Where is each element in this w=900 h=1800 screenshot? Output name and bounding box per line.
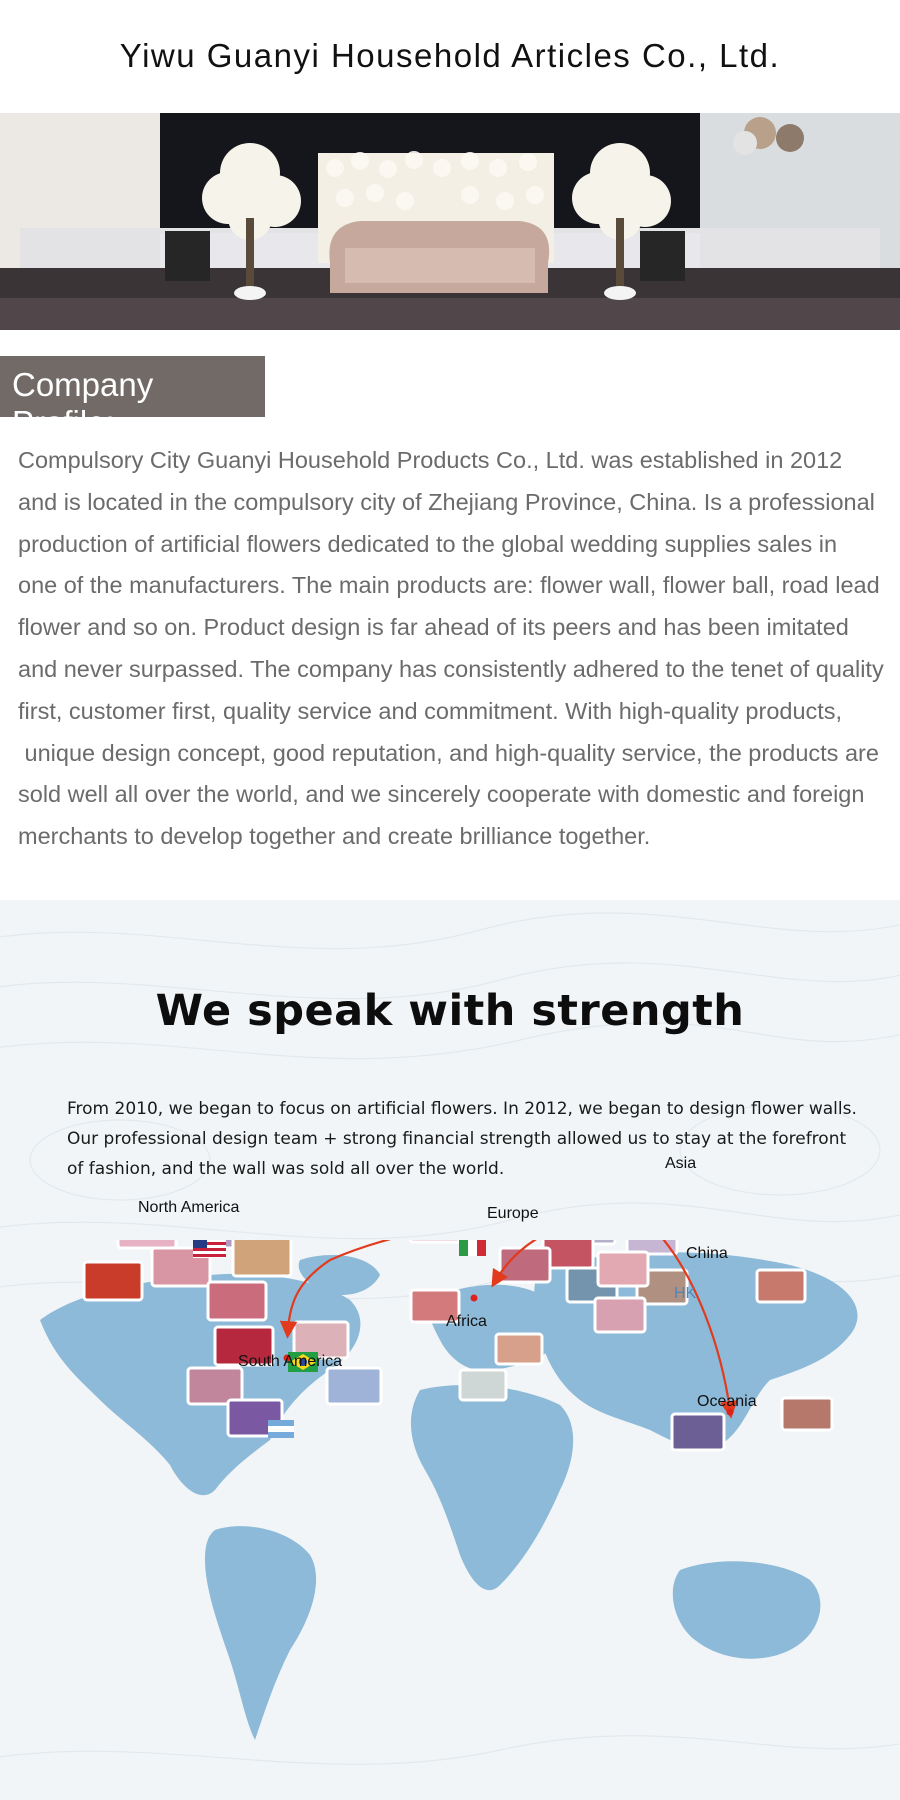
page-header [0,0,900,113]
strength-description [67,1094,867,1184]
label-hk: HK [674,1285,697,1302]
company-profile-text [18,440,894,858]
label-china: China [686,1245,728,1262]
label-europe: Europe [487,1205,539,1222]
label-south-america: South America [238,1353,343,1370]
profile-line: one of the manufacturers. The main products are: flower wall, flower ball, road lead [18,572,880,599]
label-africa: Africa [446,1313,487,1330]
profile-line: flower and so on. Product design is far ahead of its peers and has been imitated [18,614,849,641]
profile-line: and is located in the compulsory city of Zhejiang Province, China. Is a professional [18,488,875,515]
label-asia: Asia [665,1155,697,1172]
showroom-illustration [0,113,900,330]
company-profile-heading [0,356,265,441]
showroom-banner-image [0,113,900,330]
profile-line: Compulsory City Guanyi Household Products Co., Ltd. was established in 2012 [18,447,843,473]
profile-line: sold well all over the world, and we sincerely cooperate with domestic and foreign [18,781,865,808]
company-title: Yiwu Guanyi Household Articles Co., Ltd. [119,37,781,74]
strength-line: of fashion, and the wall was sold all over the world. [67,1159,505,1179]
profile-line: production of artificial flowers dedicated to the global wedding supplies sales in [18,530,838,557]
label-north-america: North America [138,1199,240,1216]
label-oceania: Oceania [697,1393,757,1410]
profile-line: first, customer first, quality service and commitment. With high-quality products, [18,697,843,724]
strength-line: From 2010, we began to focus on artificial flowers. In 2012, we began to design flower walls. [67,1099,857,1119]
profile-line: and never surpassed. The company has consistently adhered to the tenet of quality [18,655,884,682]
company-profile-heading-text: Company Profile: [12,366,154,441]
strength-line: Our professional design team + strong financial strength allowed us to stay at the forefront [67,1129,847,1149]
profile-line: merchants to develop together and create brilliance together. [18,823,651,850]
profile-line: unique design concept, good reputation, and high-quality service, the products are [18,739,879,766]
strength-title: We speak with strength [155,986,745,1036]
